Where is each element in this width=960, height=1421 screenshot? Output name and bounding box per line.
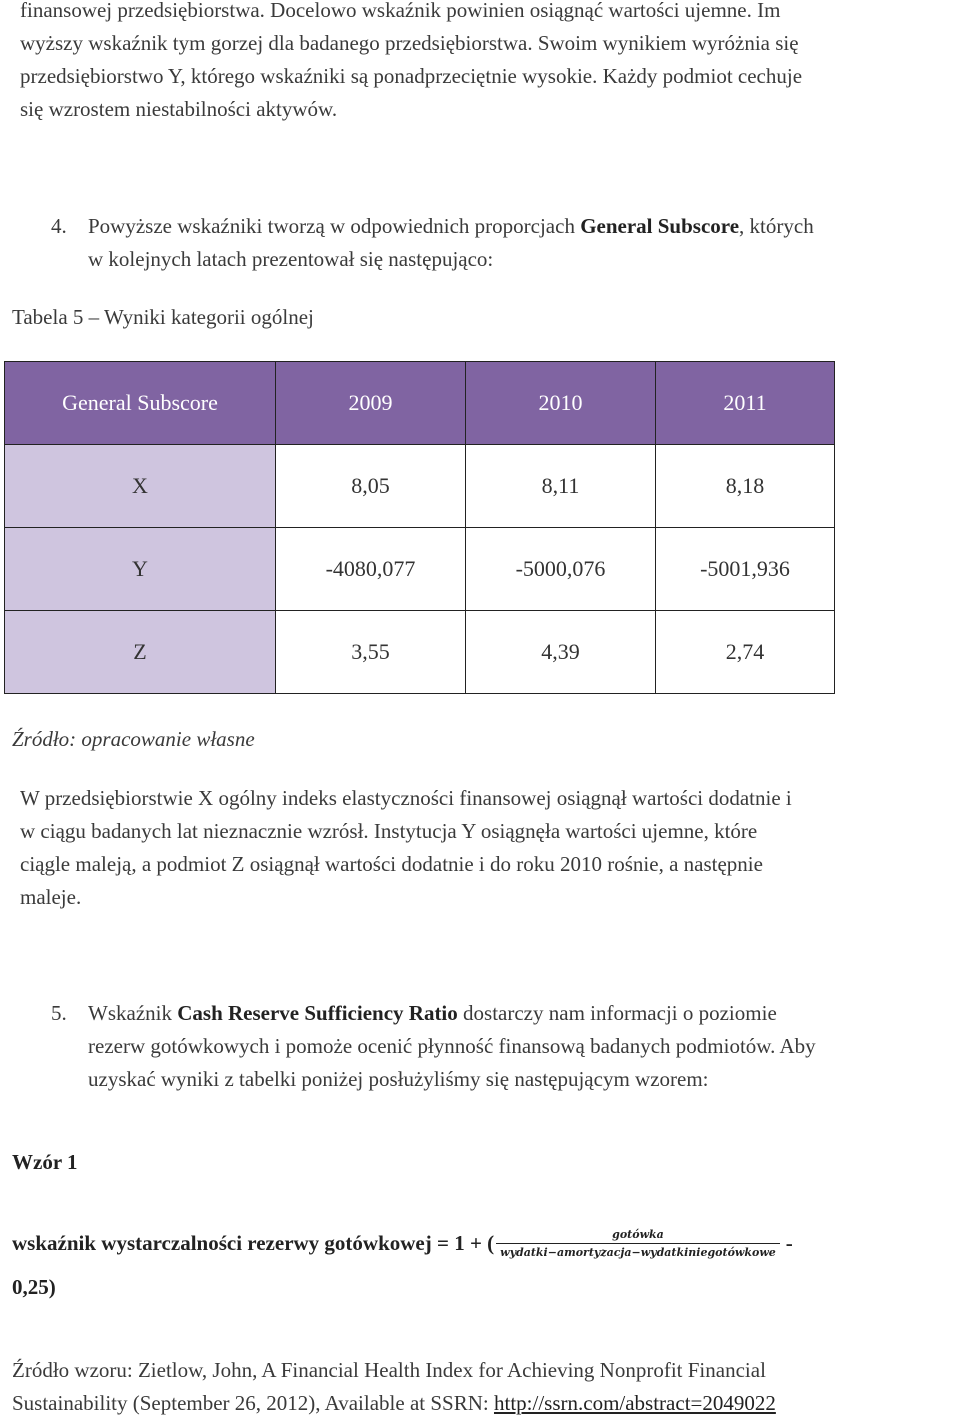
list-item-4 [51,210,956,276]
list-item-5-line1 [51,997,956,1030]
item4-text-before: Powyższe wskaźniki tworzą w odpowiednich proporcjach [88,214,581,238]
formula-source [12,1354,957,1420]
formula-lhs: wskaźnik wystarczalności rezerwy gotówkowej = 1 + ( [12,1231,495,1255]
table-header-cell: 2011 [656,362,835,445]
table-row [5,611,835,694]
formula-source-text: Sustainability (September 26, 2012), Available at SSRN: [12,1391,494,1415]
table-cell: Y [5,528,276,611]
table-cell: 3,55 [276,611,466,694]
analysis-line: maleje. [20,885,82,909]
formula-source-line2 [12,1387,957,1420]
table-header-row [5,362,835,445]
item4-text-after: , których [739,214,814,238]
intro-line: przedsiębiorstwo Y, którego wskaźniki są ponadprzeciętnie wysokie. Każdy podmiot cechuje [20,64,803,88]
formula-label: Wzór 1 [12,1150,78,1174]
table-cell: 2,74 [656,611,835,694]
item4-bold-term: General Subscore [580,214,740,238]
analysis-paragraph [20,782,955,914]
list-number: 5. [51,1001,67,1025]
item5-bold-term: Cash Reserve Sufficiency Ratio [177,1001,458,1025]
intro-line: wyższy wskaźnik tym gorzej dla badanego przedsiębiorstwa. Swoim wynikiem wyróżnia się [20,31,799,55]
ssrn-link[interactable]: http://ssrn.com/abstract=2049022 [493,1391,776,1415]
table-cell: X [5,445,276,528]
formula-source-line1: Źródło wzoru: Zietlow, John, A Financial Health Index for Achieving Nonprofit Financial [12,1358,766,1382]
formula-fraction [496,1228,780,1259]
table-cell: -5001,936 [656,528,835,611]
list-item-5 [51,997,956,1096]
table-cell: Z [5,611,276,694]
item5-text-after: dostarczy nam informacji o poziomie [457,1001,777,1025]
table-header-cell: General Subscore [5,362,276,445]
formula-numerator: gotówka [496,1228,780,1244]
table-cell: -5000,076 [466,528,656,611]
table-row [5,445,835,528]
formula [12,1228,952,1259]
item5-text-before: Wskaźnik [88,1001,178,1025]
table-source: Źródło: opracowanie własne [12,727,255,751]
data-table [4,361,835,694]
table-caption: Tabela 5 – Wyniki kategorii ogólnej [12,305,314,329]
table-row [5,528,835,611]
table-cell: 8,11 [466,445,656,528]
analysis-line: ciągle maleją, a podmiot Z osiągnął wartości dodatnie i do roku 2010 rośnie, a następnie [20,852,763,876]
list-number: 4. [51,214,67,238]
table-header-cell: 2009 [276,362,466,445]
analysis-line: w ciągu badanych lat nieznacznie wzrósł. Instytucja Y osiągnęła wartości ujemne, które [20,819,758,843]
intro-line: finansowej przedsiębiorstwa. Docelowo wskaźnik powinien osiągnąć wartości ujemne. Im [20,0,781,22]
table-cell: -4080,077 [276,528,466,611]
formula-line2: 0,25) [12,1275,56,1299]
formula-tail: - [785,1231,793,1255]
table-cell: 8,18 [656,445,835,528]
table-cell: 8,05 [276,445,466,528]
table-header-cell: 2010 [466,362,656,445]
formula-denominator: wydatki−amortyzacja−wydatkiniegotówkowe [500,1246,776,1259]
intro-paragraph [20,0,955,126]
list-item-4-line2: w kolejnych latach prezentował się następująco: [88,247,494,271]
analysis-line: W przedsiębiorstwie X ogólny indeks elastyczności finansowej osiągnął wartości dodatnie i [20,786,792,810]
list-item-5-line2: rezerw gotówkowych i pomoże ocenić płynność finansową badanych podmiotów. Aby [88,1034,816,1058]
table-cell: 4,39 [466,611,656,694]
intro-line: się wzrostem niestabilności aktywów. [20,97,338,121]
list-item-4-line1 [51,210,956,243]
list-item-5-line3: uzyskać wyniki z tabelki poniżej posłużyliśmy się następującym wzorem: [88,1067,709,1091]
